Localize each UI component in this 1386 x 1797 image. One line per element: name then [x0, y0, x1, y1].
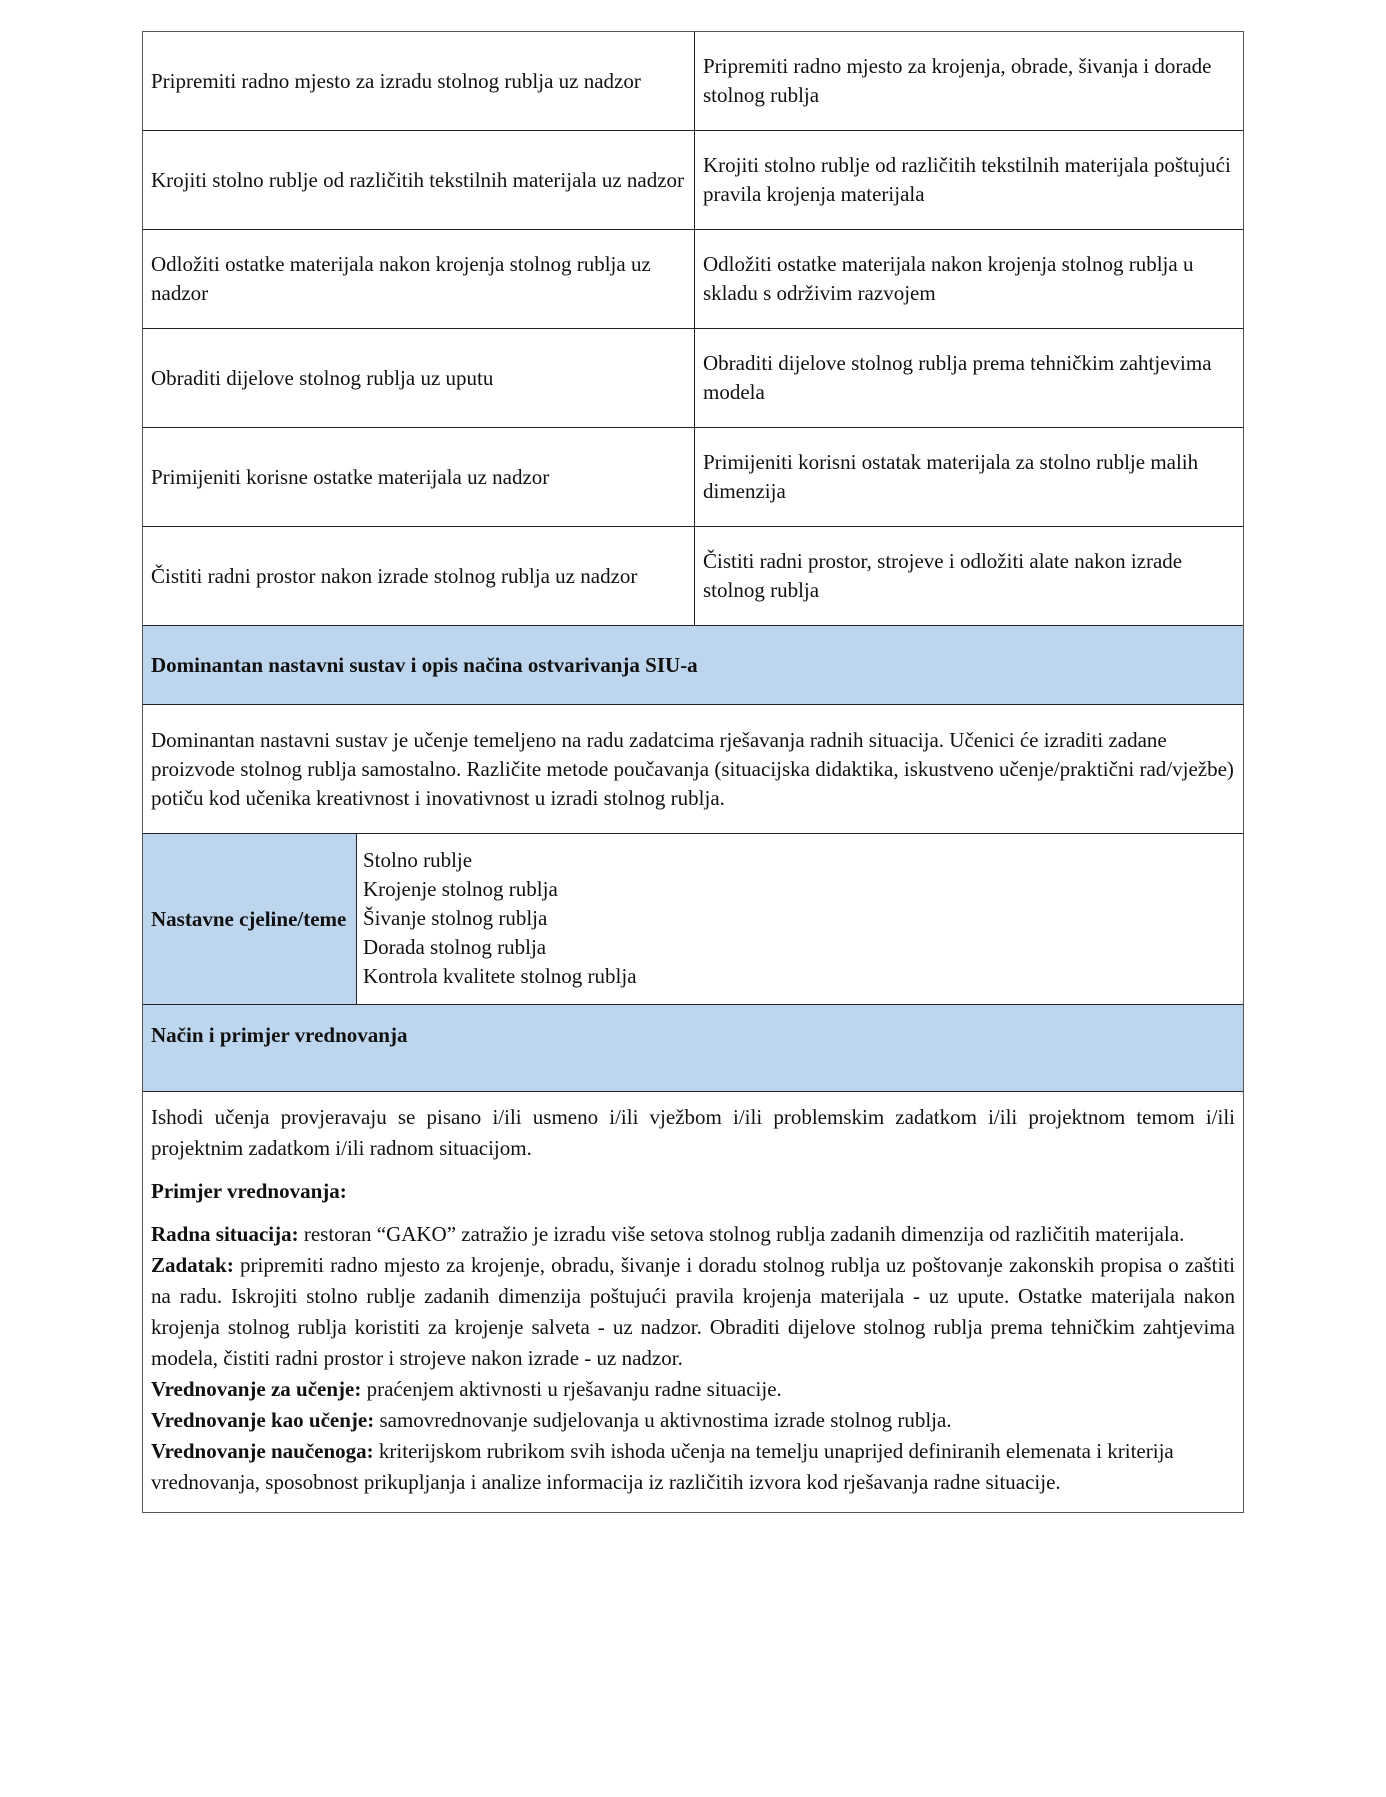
outcome-left: Odložiti ostatke materijala nakon krojenja stolnog rublja uz nadzor [143, 230, 695, 328]
dominant-section-header-row [143, 626, 1243, 705]
topics-row [143, 834, 1243, 1005]
topic-item: Stolno rublje [363, 848, 473, 872]
topics-label: Nastavne cjeline/teme [143, 834, 357, 1004]
dominant-section-body-row [143, 705, 1243, 834]
assessment-for-learning: Vrednovanje za učenje: praćenjem aktivnosti u rješavanju radne situacije. [151, 1377, 782, 1401]
dominant-section-text: Dominantan nastavni sustav je učenje temeljeno na radu zadatcima rješavanja radnih situacija. Učenici će izraditi zadane proizvode stolnog rublja samostalno. Različite metode poučavanja (situacijska didaktika, iskustveno učenje/praktični rad/vježbe) potiču kod učenika kreativnost i inovativnost u izradi stolnog rublja. [151, 727, 1234, 810]
outcome-left: Primijeniti korisne ostatke materijala uz nadzor [143, 428, 695, 526]
outcome-left: Krojiti stolno rublje od različitih tekstilnih materijala uz nadzor [143, 131, 695, 229]
topic-item: Šivanje stolnog rublja [363, 906, 548, 930]
topic-item: Krojenje stolnog rublja [363, 877, 558, 901]
evaluation-header-row [143, 1005, 1243, 1092]
outcome-row [143, 428, 1243, 527]
evaluation-intro: Ishodi učenja provjeravaju se pisano i/ili usmeno i/ili vježbom i/ili problemskim zadatkom i/ili projektnom temom i/ili projektnim zadatkom i/ili radnom situacijom. [151, 1105, 1235, 1160]
section-heading: Način i primjer vrednovanja [151, 1023, 408, 1047]
work-situation: Radna situacija: restoran “GAKO” zatražio je izradu više setova stolnog rublja zadanih dimenzija od različitih materijala. [151, 1222, 1185, 1246]
topic-item: Dorada stolnog rublja [363, 935, 547, 959]
outcome-row [143, 527, 1243, 626]
outcome-right: Čistiti radni prostor, strojeve i odložiti alate nakon izrade stolnog rublja [703, 549, 1183, 602]
topic-item: Kontrola kvalitete stolnog rublja [363, 964, 637, 988]
outcome-right: Pripremiti radno mjesto za krojenja, obrade, šivanja i dorade stolnog rublja [703, 54, 1212, 107]
curriculum-table [142, 31, 1244, 1513]
outcome-left: Čistiti radni prostor nakon izrade stolnog rublja uz nadzor [143, 527, 695, 625]
outcome-row [143, 131, 1243, 230]
section-heading: Dominantan nastavni sustav i opis načina ostvarivanja SIU-a [151, 652, 698, 677]
outcome-left: Obraditi dijelove stolnog rublja uz uputu [143, 329, 695, 427]
outcome-right: Odložiti ostatke materijala nakon krojenja stolnog rublja u skladu s održivim razvojem [703, 252, 1194, 305]
outcome-left: Pripremiti radno mjesto za izradu stolnog rublja uz nadzor [143, 32, 695, 130]
outcome-row [143, 329, 1243, 428]
example-heading: Primjer vrednovanja: [151, 1179, 347, 1203]
evaluation-body [143, 1092, 1243, 1512]
assessment-as-learning: Vrednovanje kao učenje: samovrednovanje sudjelovanja u aktivnostima izrade stolnog rublja. [151, 1408, 952, 1432]
outcome-row [143, 32, 1243, 131]
topics-list [357, 834, 1243, 1004]
outcome-right: Obraditi dijelove stolnog rublja prema tehničkim zahtjevima modela [703, 351, 1212, 404]
task: Zadatak: pripremiti radno mjesto za krojenje, obradu, šivanje i doradu stolnog rublja uz poštovanje zakonskih propisa o zaštiti na radu. Iskrojiti stolno rublje zadanih dimenzija poštujući pravila krojenja materijala - uz upute. Ostatke materijala nakon krojenja stolnog rublja koristiti za krojenje salveta - uz nadzor. Obraditi dijelove stolnog rublja prema tehničkim zahtjevima modela, čistiti radni prostor i strojeve nakon izrade - uz nadzor. [151, 1253, 1235, 1370]
evaluation-body-row [143, 1092, 1243, 1512]
outcome-right: Primijeniti korisni ostatak materijala za stolno rublje malih dimenzija [703, 450, 1199, 503]
outcome-row [143, 230, 1243, 329]
assessment-of-learning: Vrednovanje naučenoga: kriterijskom rubrikom svih ishoda učenja na temelju unaprijed definiranih elemenata i kriterija vrednovanja, sposobnost prikupljanja i analize informacija iz različitih izvora kod rješavanja radne situacije. [151, 1439, 1174, 1494]
outcome-right: Krojiti stolno rublje od različitih tekstilnih materijala poštujući pravila krojenja materijala [703, 153, 1231, 206]
